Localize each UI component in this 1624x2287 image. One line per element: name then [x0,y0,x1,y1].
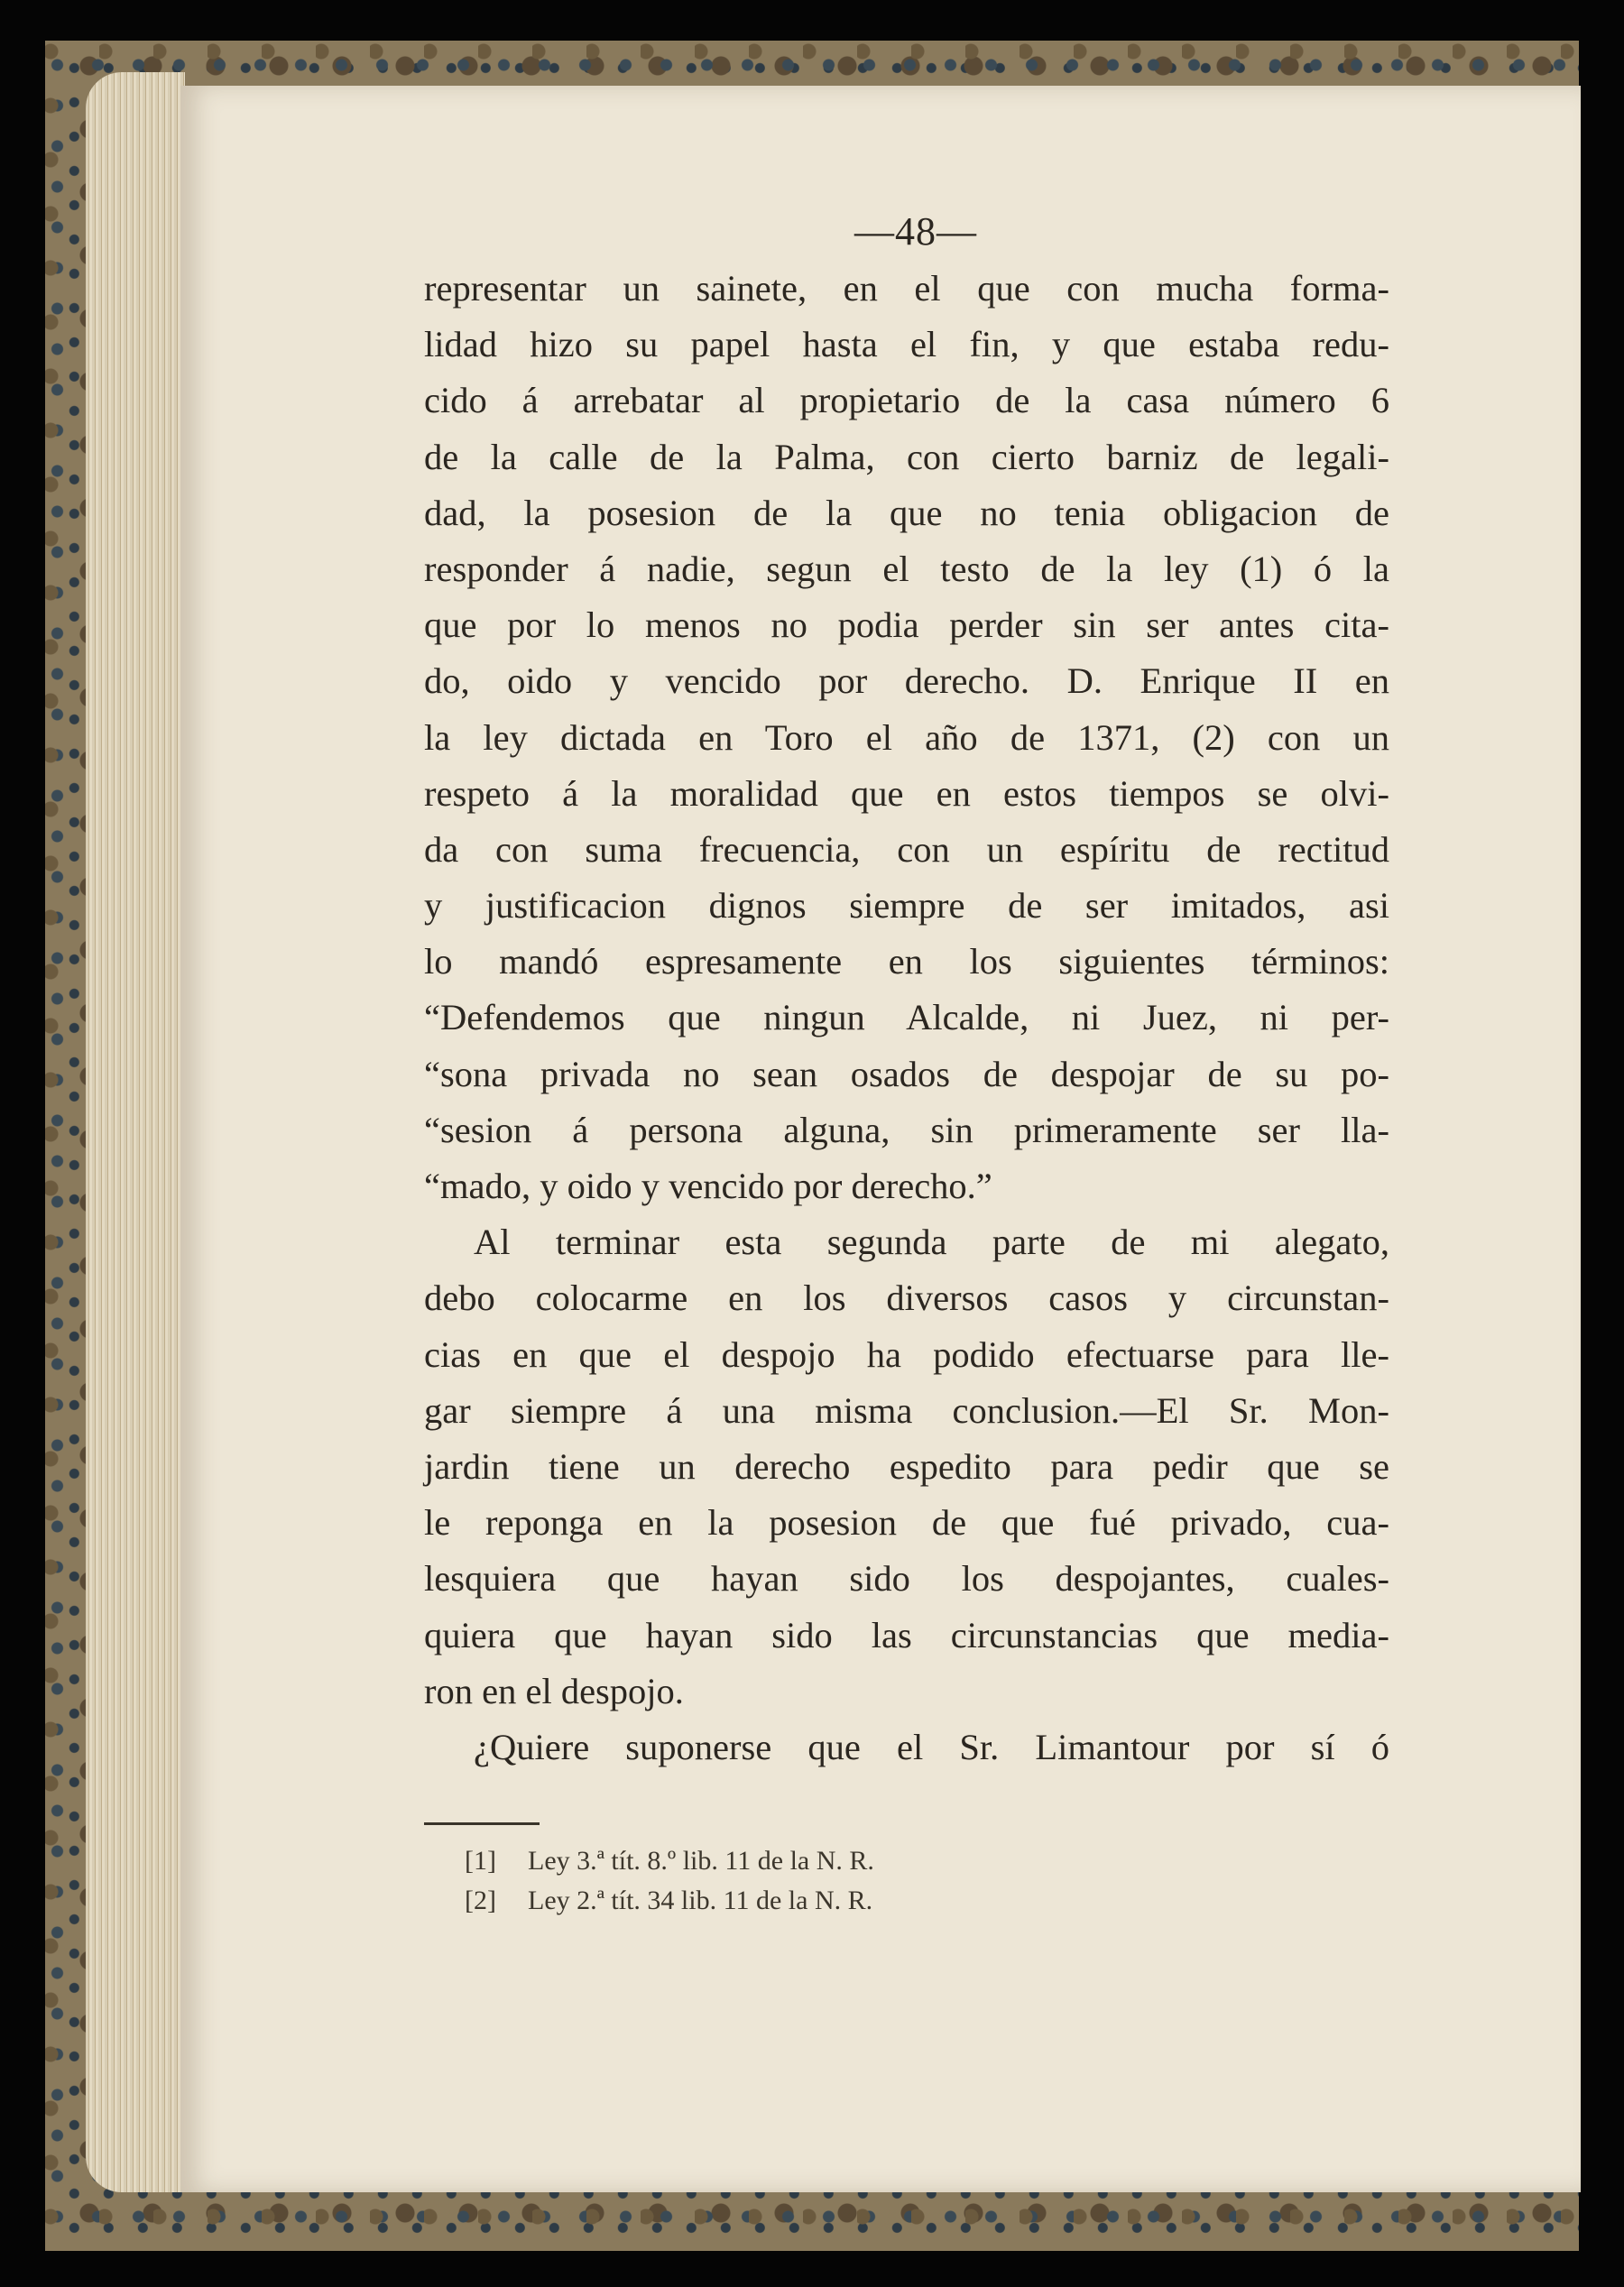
text-line: “mado, y oido y vencido por derecho.” [424,1166,992,1206]
text-line: ron en el despojo. [424,1670,684,1711]
body-text [424,261,1389,1775]
footnote-mark: [1] [465,1846,496,1877]
text-line: quiera que hayan sido las circunstancias que media- [424,1614,1389,1655]
text-line: Al terminar esta segunda parte de mi alegato, [474,1222,1389,1263]
page-edges [86,72,185,2192]
footnote-text: Ley 2.ª tít. 34 lib. 11 de la N. R. [528,1886,873,1916]
text-line: cido á arrebatar al propietario de la casa número 6 [424,380,1389,421]
text-line: representar un sainete, en el que con mucha forma- [424,268,1389,309]
text-line: respeto á la moralidad que en estos tiempos se olvi- [424,772,1389,814]
footnote-mark: [2] [465,1886,496,1916]
text-line: que por lo menos no podia perder sin ser antes cita- [424,604,1389,646]
text-line: do, oido y vencido por derecho. D. Enrique II en [424,660,1389,702]
text-line: da con suma frecuencia, con un espíritu de rectitud [424,828,1389,870]
page-number: —48— [854,209,977,254]
text-line: lidad hizo su papel hasta el fin, y que estaba redu- [424,324,1389,365]
text-line: lo mandó espresamente en los siguientes términos: [424,941,1389,982]
text-line: de la calle de la Palma, con cierto barniz de legali- [424,436,1389,477]
text-line: le reponga en la posesion de que fué privado, cua- [424,1502,1389,1544]
text-line: lesquiera que hayan sido los despojantes, cuales- [424,1558,1389,1600]
footnote-text: Ley 3.ª tít. 8.º lib. 11 de la N. R. [528,1846,874,1877]
text-line: “sona privada no sean osados de despojar de su po- [424,1053,1389,1094]
text-line: “Defendemos que ningun Alcalde, ni Juez, ni per- [424,997,1389,1038]
footnote [424,1881,1389,1921]
footnote [424,1841,1389,1881]
text-line: jardin tiene un derecho espedito para pedir que se [424,1445,1389,1487]
text-line: responder á nadie, segun el testo de la ley (1) ó la [424,548,1389,589]
text-line: debo colocarme en los diversos casos y circunstan- [424,1277,1389,1319]
text-line: cias en que el despojo ha podido efectuarse para lle- [424,1333,1389,1375]
text-line: dad, la posesion de la que no tenia obligacion de [424,492,1389,533]
text-line: la ley dictada en Toro el año de 1371, (2) con un [424,716,1389,758]
page-content [424,203,1389,1921]
text-line: ¿Quiere suponerse que el Sr. Limantour por sí ó [474,1726,1389,1767]
footnote-divider [424,1822,540,1825]
text-line: “sesion á persona alguna, sin primeramente ser lla- [424,1109,1389,1150]
text-line: y justificacion dignos siempre de ser imitados, asi [424,885,1389,927]
text-line: gar siempre á una misma conclusion.—El Sr. Mon- [424,1389,1389,1431]
footnotes [424,1841,1389,1921]
